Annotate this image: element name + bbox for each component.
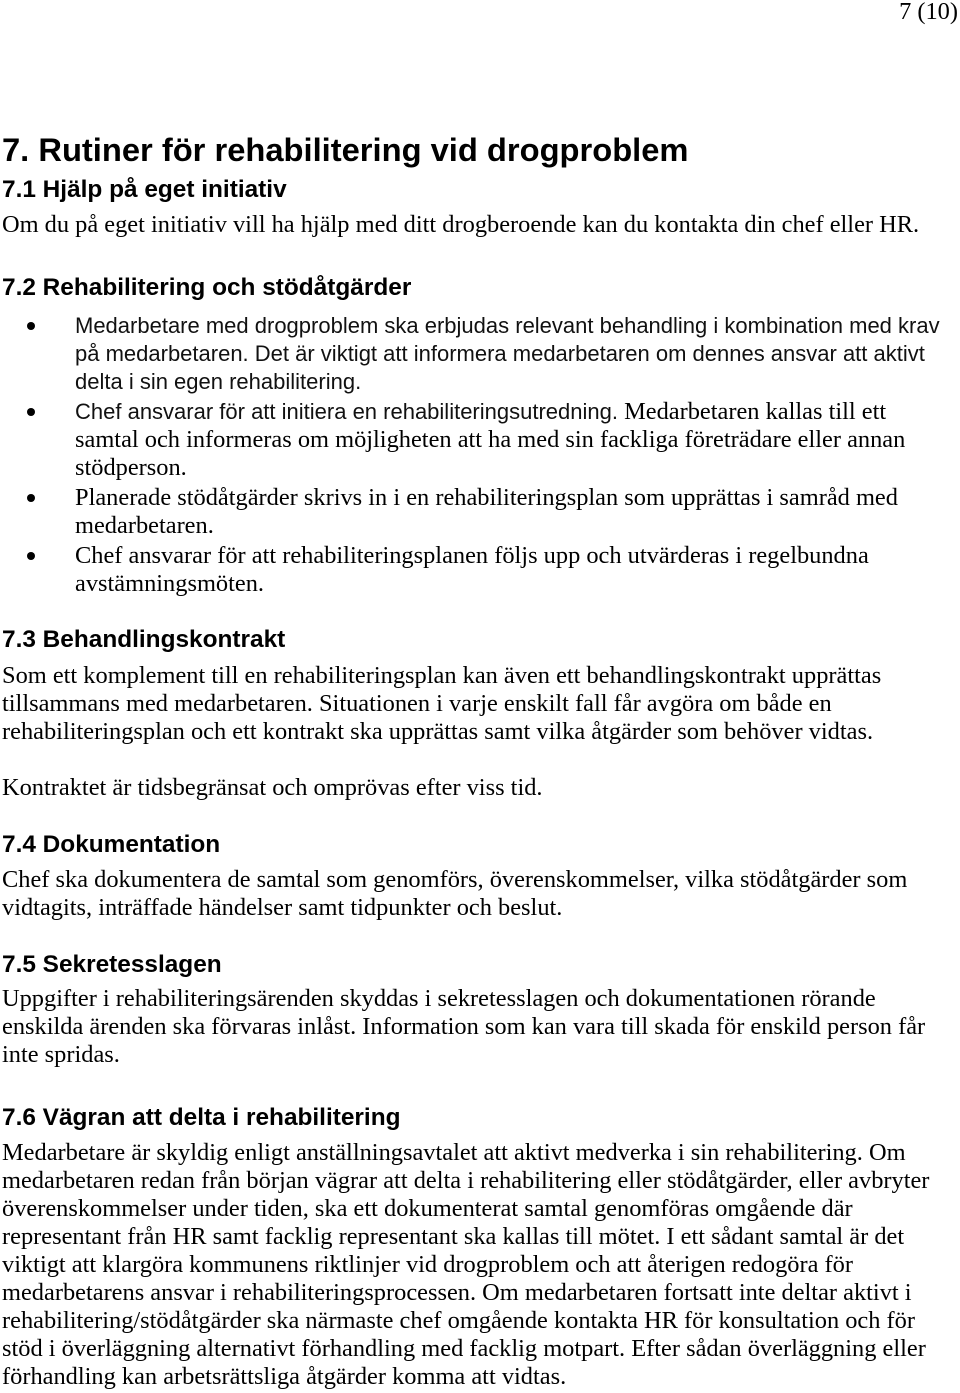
page-number: 7 (10): [899, 0, 958, 25]
bullet-line: på medarbetaren. Det är viktigt att informera medarbetaren om dennes ansvar att aktivt: [75, 341, 925, 366]
bullet-marker: [27, 408, 35, 416]
section-heading-7-4: 7.4 Dokumentation: [2, 831, 221, 858]
paragraph-line: stöd i överläggning alternativt förhandling med facklig motpart. Efter sådan överläggning eller: [2, 1335, 926, 1362]
bullet-marker: [27, 494, 35, 502]
paragraph-line: enskilda ärenden ska förvaras inlåst. Information som kan vara till skada för enskild person får: [2, 1013, 926, 1040]
bullet-marker: [27, 322, 35, 330]
paragraph: [2, 211, 919, 239]
paragraph-line: rehabiliteringsplan och ett kontrakt ska upprättas samt vilka åtgärder som behöver vidtas.: [2, 718, 874, 745]
paragraph: [2, 662, 881, 746]
paragraph-line: tillsammans med medarbetaren. Situationen i varje enskilt fall får avgöra om både en: [2, 690, 832, 717]
section-heading-7-1: 7.1 Hjälp på eget initiativ: [2, 176, 287, 203]
bullet-line-continuation: Medarbetaren kallas till ett: [624, 398, 887, 425]
paragraph-line: vidtagits, inträffade händelser samt tidpunkter och beslut.: [2, 894, 563, 921]
paragraph: [2, 1139, 929, 1391]
paragraph-line: överenskommelser under tiden, ska ett dokumenterat samtal genomföras omgående där: [2, 1195, 853, 1222]
bullet-line: avstämningsmöten.: [75, 570, 265, 597]
bullet-line: [75, 398, 905, 426]
section-heading-7-2: 7.2 Rehabilitering och stödåtgärder: [2, 274, 412, 301]
bullet-line: Medarbetare med drogproblem ska erbjudas relevant behandling i kombination med krav: [75, 313, 940, 338]
bullet-line: Planerade stödåtgärder skrivs in i en rehabiliteringsplan som upprättas i samråd med: [75, 484, 898, 511]
document-title: 7. Rutiner för rehabilitering vid drogproblem: [2, 131, 689, 168]
section-heading-7-6: 7.6 Vägran att delta i rehabilitering: [2, 1104, 401, 1131]
paragraph: [2, 985, 925, 1069]
bullet-line: delta i sin egen rehabilitering.: [75, 369, 362, 394]
paragraph-line: Kontraktet är tidsbegränsat och omprövas efter viss tid.: [2, 774, 543, 801]
paragraph-line: inte spridas.: [2, 1041, 120, 1068]
paragraph-line: medarbetarens ansvar i rehabiliteringsprocessen. Om medarbetaren fortsatt inte deltar aktivt i: [2, 1279, 912, 1306]
bullet-line: samtal och informeras om möjligheten att ha med sin fackliga företrädare eller annan: [75, 426, 906, 453]
paragraph-line: rehabilitering/stödåtgärder ska närmaste chef omgående kontakta HR för konsultation och för: [2, 1307, 915, 1334]
paragraph-line: Chef ska dokumentera de samtal som genomförs, överenskommelser, vilka stödåtgärder som: [2, 866, 908, 893]
paragraph-line: medarbetaren redan från början vägrar att delta i rehabilitering eller stödåtgärder, eller avbryter: [2, 1167, 930, 1194]
paragraph-line: Medarbetare är skyldig enligt anställningsavtalet att aktivt medverka i sin rehabilitering. Om: [2, 1139, 906, 1166]
paragraph: [2, 774, 543, 802]
section-heading-7-5: 7.5 Sekretesslagen: [2, 951, 222, 978]
paragraph-line: Som ett komplement till en rehabiliteringsplan kan även ett behandlingskontrakt upprättas: [2, 662, 882, 689]
paragraph-line: förhandling kan arbetsrättsliga åtgärder komma att vidtas.: [2, 1363, 567, 1390]
bullet-lead-sentence: Chef ansvarar för att initiera en rehabiliteringsutredning.: [75, 399, 618, 424]
paragraph-line: Uppgifter i rehabiliteringsärenden skyddas i sekretesslagen och dokumentationen rörande: [2, 985, 876, 1012]
paragraph: [2, 866, 907, 922]
paragraph-line: Om du på eget initiativ vill ha hjälp med ditt drogberoende kan du kontakta din chef eller HR.: [2, 211, 920, 238]
bullet-line: stödperson.: [75, 454, 187, 481]
section-heading-7-3: 7.3 Behandlingskontrakt: [2, 626, 286, 653]
paragraph-line: representant från HR samt facklig representant ska kallas till mötet. I ett sådant samtal är det: [2, 1223, 905, 1250]
paragraph-line: viktigt att klargöra kommunens riktlinjer vid drogproblem och att återigen redogöra för: [2, 1251, 853, 1278]
bullet-marker: [27, 552, 35, 560]
bullet-line: Chef ansvarar för att rehabiliteringsplanen följs upp och utvärderas i regelbundna: [75, 542, 869, 569]
bullet-line: medarbetaren.: [75, 512, 214, 539]
